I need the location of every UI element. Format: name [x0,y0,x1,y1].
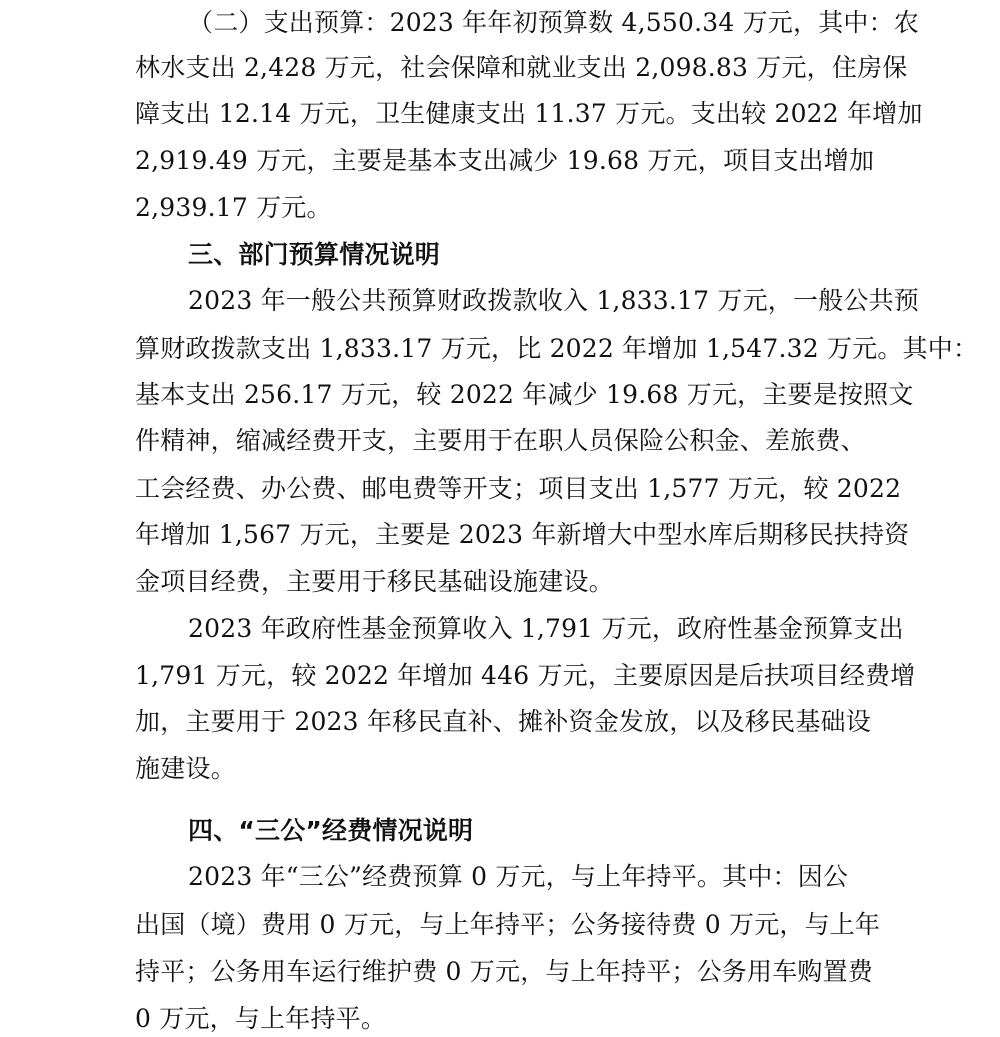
paragraph-line: 2,939.17 万元。 [135,193,332,222]
paragraph-line: （二）支出预算：2023 年年初预算数 4,550.34 万元，其中：农 [188,8,919,37]
paragraph-line: 施建设。 [135,754,236,783]
paragraph-line: 年增加 1,567 万元，主要是 2023 年新增大中型水库后期移民扶持资 [135,520,910,549]
paragraph-line: 林水支出 2,428 万元，社会保障和就业支出 2,098.83 万元，住房保 [135,53,908,82]
paragraph-line: 2023 年“三公”经费预算 0 万元，与上年持平。其中：因公 [188,862,849,891]
paragraph-line: 1,791 万元，较 2022 年增加 446 万元，主要原因是后扶项目经费增 [135,661,916,690]
paragraph-line: 加，主要用于 2023 年移民直补、摊补资金发放，以及移民基础设 [135,707,871,736]
paragraph-line: 持平；公务用车运行维护费 0 万元，与上年持平；公务用车购置费 [135,957,874,986]
paragraph-line: 出国（境）费用 0 万元，与上年持平；公务接待费 0 万元，与上年 [135,910,881,939]
paragraph-line: 基本支出 256.17 万元，较 2022 年减少 19.68 万元，主要是按照文 [135,380,914,409]
paragraph-line: 工会经费、办公费、邮电费等开支；项目支出 1,577 万元，较 2022 [135,474,902,503]
paragraph-line: 2023 年一般公共预算财政拨款收入 1,833.17 万元，一般公共预 [188,286,919,315]
paragraph-line: 件精神，缩减经费开支，主要用于在职人员保险公积金、差旅费、 [135,426,866,455]
paragraph-line: 算财政拨款支出 1,833.17 万元，比 2022 年增加 1,547.32 万元。其中： [135,334,979,363]
paragraph-line: 0 万元，与上年持平。 [135,1004,387,1033]
paragraph-line: 2023 年政府性基金预算收入 1,791 万元，政府性基金预算支出 [188,614,904,643]
section-heading: 三、部门预算情况说明 [188,240,441,269]
paragraph-line: 障支出 12.14 万元，卫生健康支出 11.37 万元。支出较 2022 年增加 [135,99,923,128]
section-heading: 四、“三公”经费情况说明 [188,816,474,845]
paragraph-line: 金项目经费，主要用于移民基础设施建设。 [135,567,614,596]
paragraph-line: 2,919.49 万元，主要是基本支出减少 19.68 万元，项目支出增加 [135,146,875,175]
